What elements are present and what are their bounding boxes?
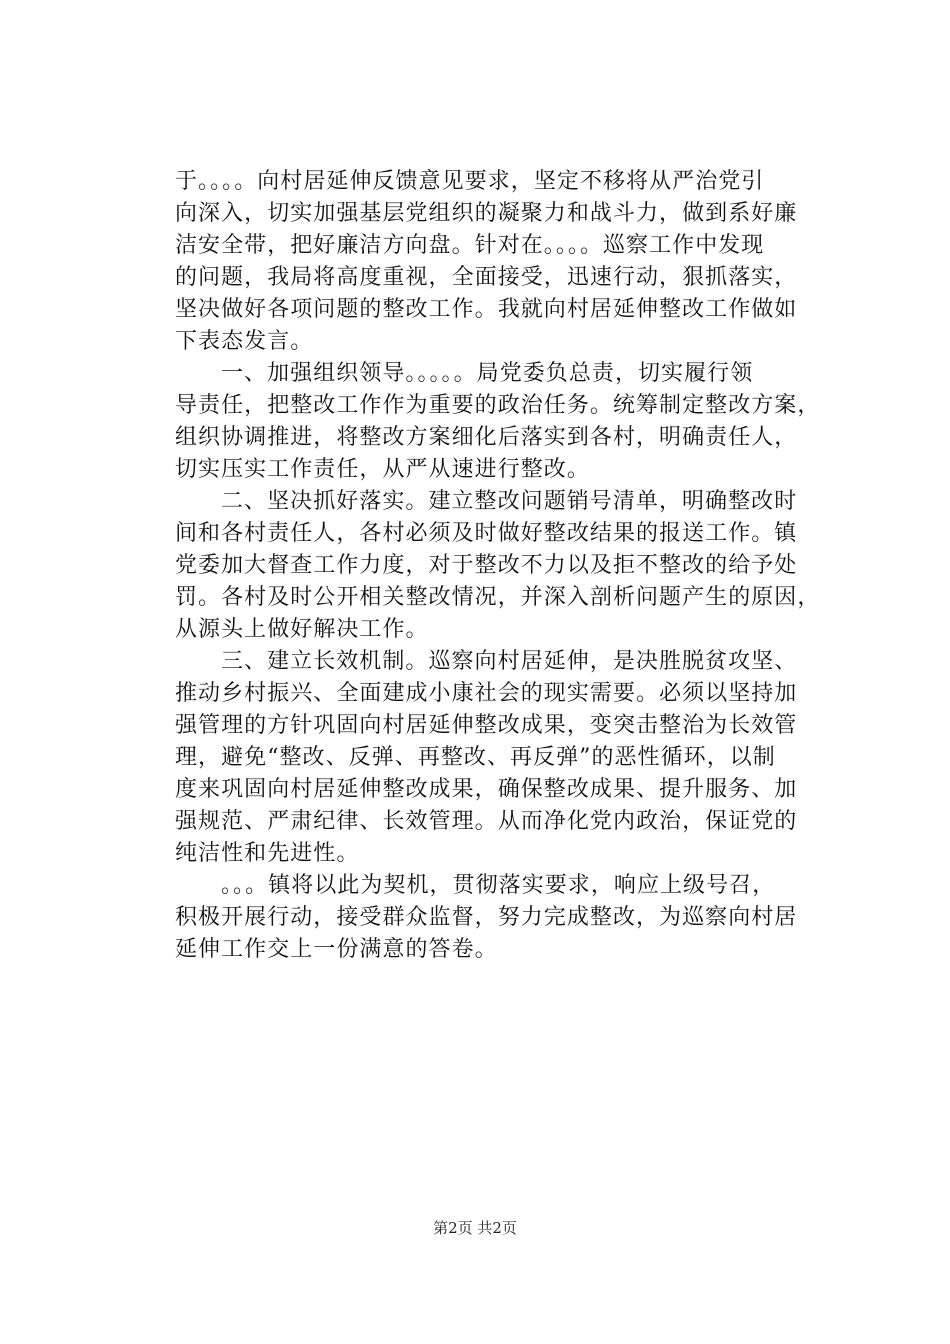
text-line: 洁安全带，把好廉洁方向盘。针对在。。。。巡察工作中发现 bbox=[175, 233, 765, 258]
text-line: 积极开展行动，接受群众监督，努力完成整改，为巡察向村居 bbox=[175, 905, 798, 930]
text-line: 强规范、严肃纪律、长效管理。从而净化党内政治，保证党的 bbox=[175, 809, 798, 834]
text-line: 强管理的方针巩固向村居延伸整改成果，变突击整治为长效管 bbox=[175, 713, 798, 738]
text-line: 向深入，切实加强基层党组织的凝聚力和战斗力，做到系好廉 bbox=[175, 201, 798, 226]
text-line: 从源头上做好解决工作。 bbox=[175, 617, 429, 642]
text-line: 党委加大督查工作力度，对于整改不力以及拒不整改的给予处 bbox=[175, 553, 798, 578]
paragraph-start-line: 三、建立长效机制。巡察向村居延伸，是决胜脱贫攻坚、 bbox=[221, 649, 798, 674]
paragraph-start-line: 二、坚决抓好落实。建立整改问题销号清单，明确整改时 bbox=[221, 489, 798, 514]
text-line: 的问题，我局将高度重视，全面接受，迅速行动，狠抓落实， bbox=[175, 265, 798, 290]
text-line: 于。。。。向村居延伸反馈意见要求，坚定不移将从严治党引 bbox=[175, 169, 765, 194]
text-line: 延伸工作交上一份满意的答卷。 bbox=[175, 937, 498, 962]
text-line: 罚。各村及时公开相关整改情况，并深入剖析问题产生的原因， bbox=[175, 585, 821, 610]
document-body bbox=[175, 166, 821, 966]
page-number-footer: 第2页 共2页 bbox=[433, 1219, 517, 1237]
text-line: 切实压实工作责任，从严从速进行整改。 bbox=[175, 457, 590, 482]
text-line: 间和各村责任人，各村必须及时做好整改结果的报送工作。镇 bbox=[175, 521, 798, 546]
text-line: 理，避免“整改、反弹、再整改、再反弹”的恶性循环，以制 bbox=[175, 745, 776, 770]
text-line: 纯洁性和先进性。 bbox=[175, 841, 360, 866]
text-line: 坚决做好各项问题的整改工作。我就向村居延伸整改工作做如 bbox=[175, 297, 798, 322]
text-line: 组织协调推进，将整改方案细化后落实到各村，明确责任人， bbox=[175, 425, 798, 450]
text-line: 下表态发言。 bbox=[175, 329, 314, 354]
text-line: 推动乡村振兴、全面建成小康社会的现实需要。必须以坚持加 bbox=[175, 681, 798, 706]
paragraph-start-line: 。。。镇将以此为契机，贯彻落实要求，响应上级号召， bbox=[221, 873, 776, 898]
paragraph-start-line: 一、加强组织领导。。。。。局党委负总责，切实履行领 bbox=[221, 361, 754, 386]
text-line: 导责任，把整改工作作为重要的政治任务。统筹制定整改方案， bbox=[175, 393, 821, 418]
text-line: 度来巩固向村居延伸整改成果，确保整改成果、提升服务、加 bbox=[175, 777, 798, 802]
